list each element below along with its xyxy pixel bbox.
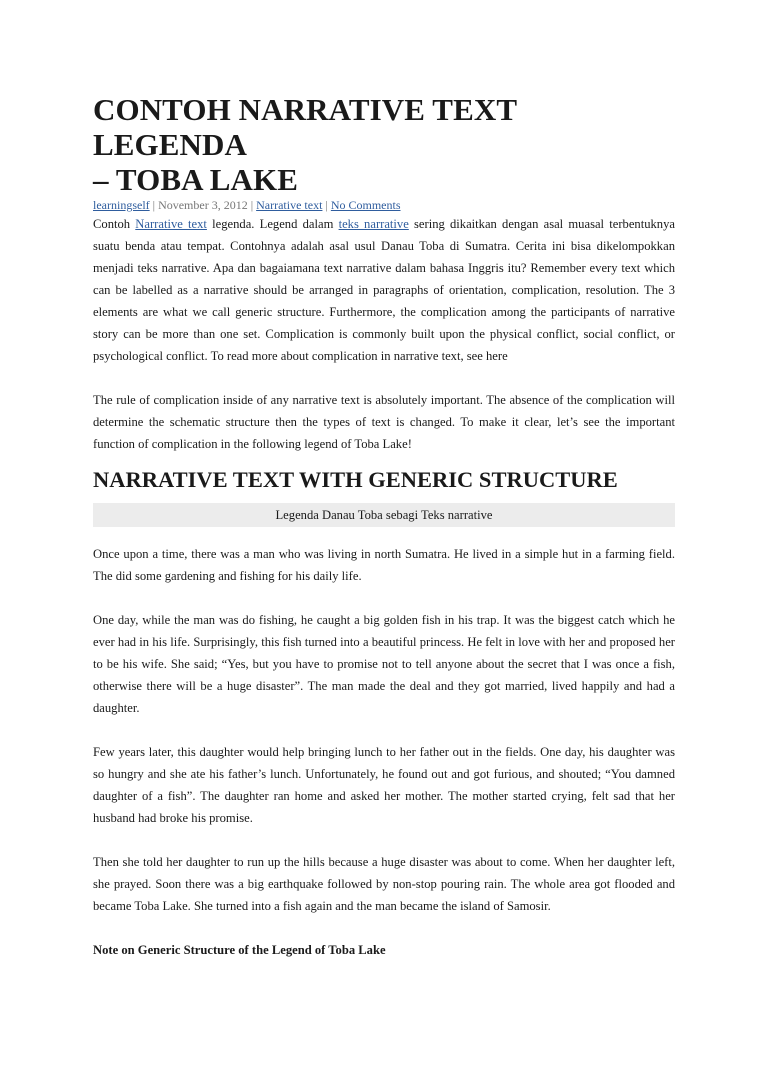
comments-link[interactable]: No Comments	[330, 198, 401, 212]
teks-narrative-link[interactable]: teks narrative	[338, 217, 409, 231]
complication-paragraph: The rule of complication inside of any narrative text is absolutely important. The absence of the complication will determine the schematic structure then the types of text is changed. To make it clear, let’s see the important function of complication in the following legend of Toba Lake!	[93, 393, 675, 451]
story-paragraph-complication-2: Few years later, this daughter would help bringing lunch to her father out in the fields. One day, his daughter was so hungry and she ate his father’s lunch. Unfortunately, he found out and got furious, and shouted; “You damned daughter of a fish”. The daughter ran home and asked her mother. The mother started crying, felt sad that her husband had broke his promise.	[93, 745, 675, 825]
document-page	[93, 92, 675, 961]
story-paragraph-resolution: Then she told her daughter to run up the hills because a huge disaster was about to come. When her daughter left, she prayed. Soon there was a big earthquake followed by non-stop pouring rain. The whole area got flooded and became Toba Lake. She turned into a fish again and the man became the island of Samosir.	[93, 855, 675, 913]
meta-separator: |	[149, 198, 159, 212]
story-paragraph-orientation: Once upon a time, there was a man who was living in north Sumatra. He lived in a simple hut in a farming field. The did some gardening and fishing for his daily life.	[93, 547, 675, 583]
category-link[interactable]: Narrative text	[256, 198, 323, 212]
intro-paragraph	[93, 213, 675, 367]
post-date: November 3, 2012	[158, 198, 248, 212]
author-link[interactable]: learningself	[93, 198, 150, 212]
page-title	[93, 92, 675, 197]
intro-text: legenda. Legend dalam	[206, 217, 339, 231]
caption-text: Legenda Danau Toba sebagi Teks narrative	[275, 508, 493, 522]
section-heading: NARRATIVE TEXT WITH GENERIC STRUCTURE	[93, 467, 618, 492]
narrative-text-link[interactable]: Narrative text	[135, 217, 207, 231]
meta-separator: |	[247, 198, 257, 212]
title-line-1: CONTOH NARRATIVE TEXT LEGENDA	[93, 92, 517, 162]
meta-separator: |	[322, 198, 331, 212]
caption-box	[93, 503, 675, 527]
post-meta	[93, 197, 675, 213]
story-paragraph-complication-1: One day, while the man was do fishing, he caught a big golden fish in his trap. It was the biggest catch which he ever had in his life. Surprisingly, this fish turned into a beautiful princess. He felt in love with her and proposed her to be his wife. She said; “Yes, but you have to promise not to tell anyone about the secret that I was once a fish, otherwise there will be a huge disaster”. The man made the deal and they got married, lived happily and had a daughter.	[93, 613, 675, 715]
intro-text: Contoh	[93, 217, 136, 231]
title-line-2: – TOBA LAKE	[93, 162, 298, 197]
note-heading: Note on Generic Structure of the Legend of Toba Lake	[93, 943, 386, 957]
intro-text: sering dikaitkan dengan asal muasal terbentuknya suatu benda atau tempat. Contohnya adalah asal usul Danau Toba di Sumatra. Cerita ini bisa dikelompokkan menjadi teks narrative. Apa dan bagaiamana text narrative dalam bahasa Inggris itu? Remember every text which can be labelled as a narrative should be arranged in paragraphs of orientation, complication, resolution. The 3 elements are what we call generic structure. Furthermore, the complication among the participants of narrative story can be more than one set. Complication is commonly built upon the physical conflict, social conflict, or psychological conflict. To read more about complication in narrative text, see here	[93, 217, 675, 363]
